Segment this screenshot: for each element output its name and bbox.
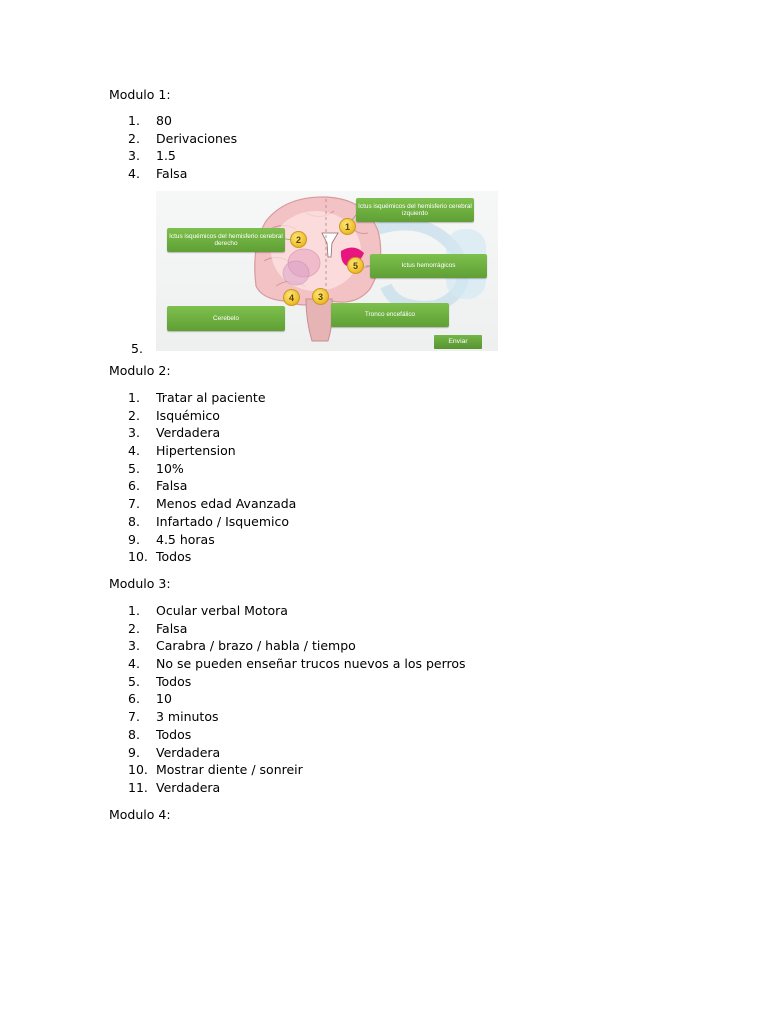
item-number: 3. bbox=[128, 148, 140, 164]
item-text: 80 bbox=[156, 113, 172, 128]
item-number: 2. bbox=[128, 620, 140, 636]
item-number: 3. bbox=[128, 425, 140, 441]
item-text: 4.5 horas bbox=[156, 531, 215, 547]
item-text: Verdadera bbox=[156, 744, 221, 760]
item-number: 6. bbox=[128, 478, 140, 494]
item-text: Hipertension bbox=[156, 443, 236, 459]
badge-4[interactable]: 4 bbox=[283, 289, 300, 306]
module-4-heading: Modulo 4: bbox=[109, 807, 171, 822]
send-button[interactable]: Enviar bbox=[434, 335, 482, 349]
item-text: Infartado / Isquemico bbox=[156, 513, 290, 529]
item-text: 10 bbox=[156, 691, 172, 707]
module-1-item-5 bbox=[0, 340, 768, 358]
item-text: Carabra / brazo / habla / tiempo bbox=[156, 638, 356, 654]
label-hemorrhagic[interactable]: Ictus hemorrágicos bbox=[370, 254, 487, 278]
item-number: 4. bbox=[128, 443, 140, 459]
item-text: Derivaciones bbox=[156, 130, 238, 146]
item-text: 1.5 bbox=[156, 148, 176, 164]
item-text: Tratar al paciente bbox=[156, 390, 266, 405]
label-left-hemisphere[interactable]: Ictus isquémicos del hemisferio cerebral izquierdo bbox=[356, 198, 474, 222]
item-text: Verdadera bbox=[156, 425, 221, 441]
item-number: 8. bbox=[128, 513, 140, 529]
item-number: 10. bbox=[128, 549, 148, 565]
module-1-heading: Modulo 1: bbox=[109, 87, 171, 102]
item-number: 7. bbox=[128, 496, 140, 512]
item-number: 3. bbox=[128, 638, 140, 654]
item-text: Menos edad Avanzada bbox=[156, 496, 297, 512]
item-text: Falsa bbox=[156, 620, 188, 636]
item-number: 6. bbox=[128, 691, 140, 707]
item-number: 5. bbox=[128, 460, 140, 476]
item-number: 9. bbox=[128, 744, 140, 760]
item-text: Todos bbox=[156, 726, 192, 742]
item-number: 7. bbox=[128, 709, 140, 725]
module-3-heading: Modulo 3: bbox=[109, 576, 171, 591]
label-brainstem[interactable]: Tronco encefálico bbox=[331, 303, 449, 327]
item-text: Verdadera bbox=[156, 779, 221, 795]
item-text: Falsa bbox=[156, 166, 188, 182]
item-text: 10% bbox=[156, 460, 184, 476]
label-right-hemisphere[interactable]: Ictus isquémicos del hemisferio cerebral derecho bbox=[167, 228, 285, 252]
item-number: 1. bbox=[128, 113, 140, 128]
brain-stroke-diagram bbox=[156, 191, 498, 351]
item-number: 9. bbox=[128, 531, 140, 547]
label-cerebellum[interactable]: Cerebelo bbox=[167, 306, 285, 331]
item-text: No se pueden enseñar trucos nuevos a los perros bbox=[156, 656, 466, 672]
item-number: 4. bbox=[128, 166, 140, 182]
item-text: Todos bbox=[156, 549, 192, 565]
item-text: Todos bbox=[156, 673, 192, 689]
item-number: 10. bbox=[128, 762, 148, 778]
module-2-heading: Modulo 2: bbox=[109, 363, 171, 378]
badge-3[interactable]: 3 bbox=[312, 288, 329, 305]
item-number: 4. bbox=[128, 656, 140, 672]
badge-5[interactable]: 5 bbox=[347, 257, 364, 274]
item-number: 8. bbox=[128, 726, 140, 742]
item-text: Falsa bbox=[156, 478, 188, 494]
item-number: 1. bbox=[128, 603, 140, 618]
item-number: 1. bbox=[128, 390, 140, 405]
item-text: Ocular verbal Motora bbox=[156, 603, 288, 618]
item-number: 5. bbox=[128, 673, 140, 689]
badge-1[interactable]: 1 bbox=[339, 218, 356, 235]
badge-2[interactable]: 2 bbox=[290, 231, 307, 248]
item-text: Isquémico bbox=[156, 407, 220, 423]
item-text: Mostrar diente / sonreir bbox=[156, 762, 303, 778]
item-number: 11. bbox=[128, 779, 148, 795]
item-number: 2. bbox=[128, 130, 140, 146]
item-number: 5. bbox=[131, 341, 143, 356]
item-number: 2. bbox=[128, 407, 140, 423]
item-text: 3 minutos bbox=[156, 709, 219, 725]
